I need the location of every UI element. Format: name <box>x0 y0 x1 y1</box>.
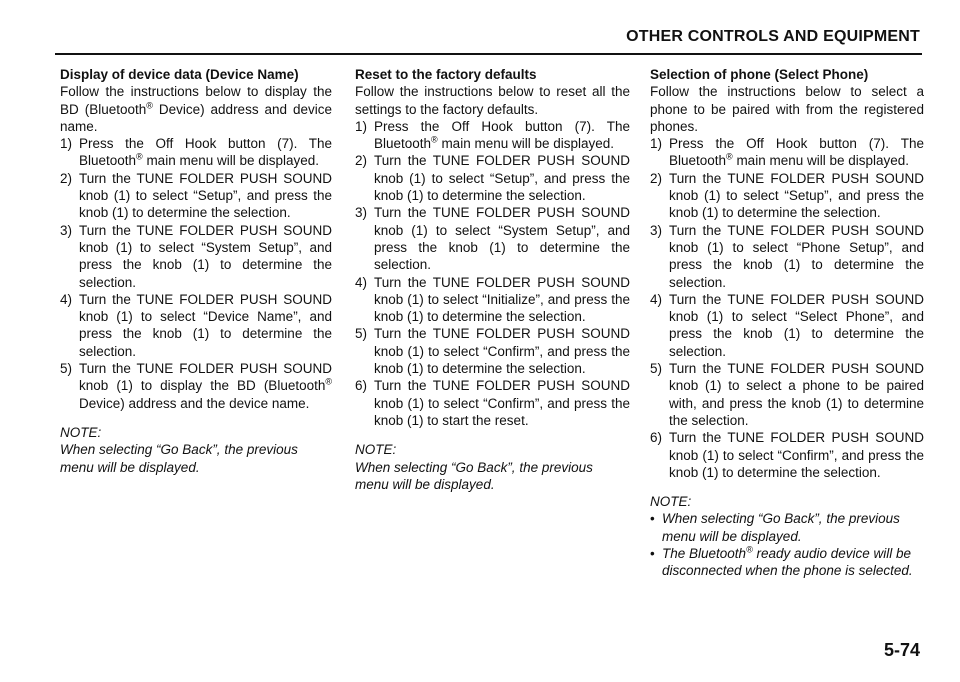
step-item <box>650 429 924 481</box>
step-item <box>650 222 924 291</box>
step-item <box>355 204 630 273</box>
step-text: Turn the TUNE FOLDER PUSH SOUND knob (1) to select “Device Name”, and press the knob (1) to determine the selection. <box>79 291 332 359</box>
step-number: 6) <box>355 378 368 394</box>
note-text: When selecting “Go Back”, the previous menu will be displayed. <box>355 459 593 492</box>
column-select-phone <box>650 66 924 580</box>
step-item <box>650 291 924 360</box>
step-text: Turn the TUNE FOLDER PUSH SOUND knob (1) to select “System Setup”, and press the knob (1) to determine the selection. <box>79 222 332 290</box>
step-text: Turn the TUNE FOLDER PUSH SOUND knob (1) to select “Confirm”, and press the knob (1) to determine the selection. <box>374 326 630 377</box>
step-item <box>60 135 332 170</box>
note-item: • When selecting “Go Back”, the previous menu will be displayed. <box>650 510 924 545</box>
page-number: 5-74 <box>883 640 920 660</box>
step-item <box>60 291 332 360</box>
step-number: 1) <box>60 136 73 152</box>
note-text: When selecting “Go Back”, the previous menu will be displayed. <box>60 442 298 475</box>
column-device-name <box>60 66 332 476</box>
note-item: • The Bluetooth® ready audio device will be disconnected when the phone is selected. <box>650 545 924 580</box>
step-text: Turn the TUNE FOLDER PUSH SOUND knob (1) to display the BD (Bluetooth® Device) address and the device name. <box>79 361 332 411</box>
page-header: OTHER CONTROLS AND EQUIPMENT <box>626 28 920 45</box>
step-number: 2) <box>650 170 663 186</box>
step-item <box>60 222 332 291</box>
steps-list <box>355 118 630 429</box>
step-text: Turn the TUNE FOLDER PUSH SOUND knob (1) to select “Select Phone”, and press the knob (1) to determine the selection. <box>669 291 924 359</box>
step-number: 2) <box>60 170 73 186</box>
section-title: Reset to the factory defaults <box>355 67 537 82</box>
section-intro: Follow the instructions below to reset all the settings to the factory defaults. <box>355 84 630 117</box>
step-text: Turn the TUNE FOLDER PUSH SOUND knob (1) to select “Confirm”, and press the knob (1) to start the reset. <box>374 378 630 428</box>
step-item <box>355 274 630 326</box>
step-number: 3) <box>355 205 368 221</box>
steps-list <box>650 135 924 481</box>
step-text: Turn the TUNE FOLDER PUSH SOUND knob (1) to select “System Setup”, and press the knob (1) to determine the selection. <box>374 205 630 273</box>
column-factory-reset <box>355 66 630 493</box>
step-number: 5) <box>650 361 663 377</box>
step-item <box>355 325 630 377</box>
step-item <box>355 377 630 429</box>
step-item <box>355 118 630 153</box>
step-text: Turn the TUNE FOLDER PUSH SOUND knob (1) to select “Initialize”, and press the knob (1) to determine the selection. <box>374 274 630 325</box>
step-number: 4) <box>650 291 663 307</box>
note-list <box>650 510 924 579</box>
step-number: 3) <box>60 222 73 238</box>
step-text: Press the Off Hook button (7). The Bluetooth® main menu will be displayed. <box>374 118 630 152</box>
step-number: 2) <box>355 153 368 169</box>
step-text: Turn the TUNE FOLDER PUSH SOUND knob (1) to select “Phone Setup”, and press the knob (1) to determine the selection. <box>669 222 924 290</box>
steps-list <box>60 135 332 412</box>
section-intro: Follow the instructions below to display the BD (Bluetooth® Device) address and device name. <box>60 84 333 134</box>
step-number: 4) <box>60 291 73 307</box>
step-number: 4) <box>355 274 368 290</box>
step-text: Turn the TUNE FOLDER PUSH SOUND knob (1) to select “Confirm”, and press the knob (1) to determine the selection. <box>669 430 924 480</box>
step-number: 5) <box>355 326 368 342</box>
step-number: 1) <box>355 118 368 134</box>
step-text: Turn the TUNE FOLDER PUSH SOUND knob (1) to select “Setup”, and press the knob (1) to determine the selection. <box>79 170 332 221</box>
section-intro: Follow the instructions below to select a phone to be paired with from the registered phones. <box>650 84 924 134</box>
step-number: 5) <box>60 361 73 377</box>
step-item <box>355 152 630 204</box>
step-text: Turn the TUNE FOLDER PUSH SOUND knob (1) to select “Setup”, and press the knob (1) to determine the selection. <box>669 170 924 221</box>
note-label: NOTE: <box>60 424 102 440</box>
step-text: Press the Off Hook button (7). The Bluetooth® main menu will be displayed. <box>79 136 332 169</box>
section-title: Display of device data (Device Name) <box>60 67 299 82</box>
note-label: NOTE: <box>355 442 397 458</box>
step-number: 3) <box>650 222 663 238</box>
step-item <box>650 360 924 429</box>
step-number: 6) <box>650 430 663 446</box>
step-item <box>60 360 332 412</box>
step-text: Turn the TUNE FOLDER PUSH SOUND knob (1) to select a phone to be paired with, and press the knob (1) to determine the selection. <box>669 361 924 428</box>
step-item <box>650 170 924 222</box>
step-item <box>60 170 332 222</box>
header-rule <box>55 53 922 55</box>
step-number: 1) <box>650 136 663 152</box>
step-item <box>650 135 924 170</box>
note-label: NOTE: <box>650 494 692 510</box>
step-text: Press the Off Hook button (7). The Bluetooth® main menu will be displayed. <box>669 136 924 169</box>
step-text: Turn the TUNE FOLDER PUSH SOUND knob (1) to select “Setup”, and press the knob (1) to determine the selection. <box>374 153 630 204</box>
section-title: Selection of phone (Select Phone) <box>650 67 869 82</box>
